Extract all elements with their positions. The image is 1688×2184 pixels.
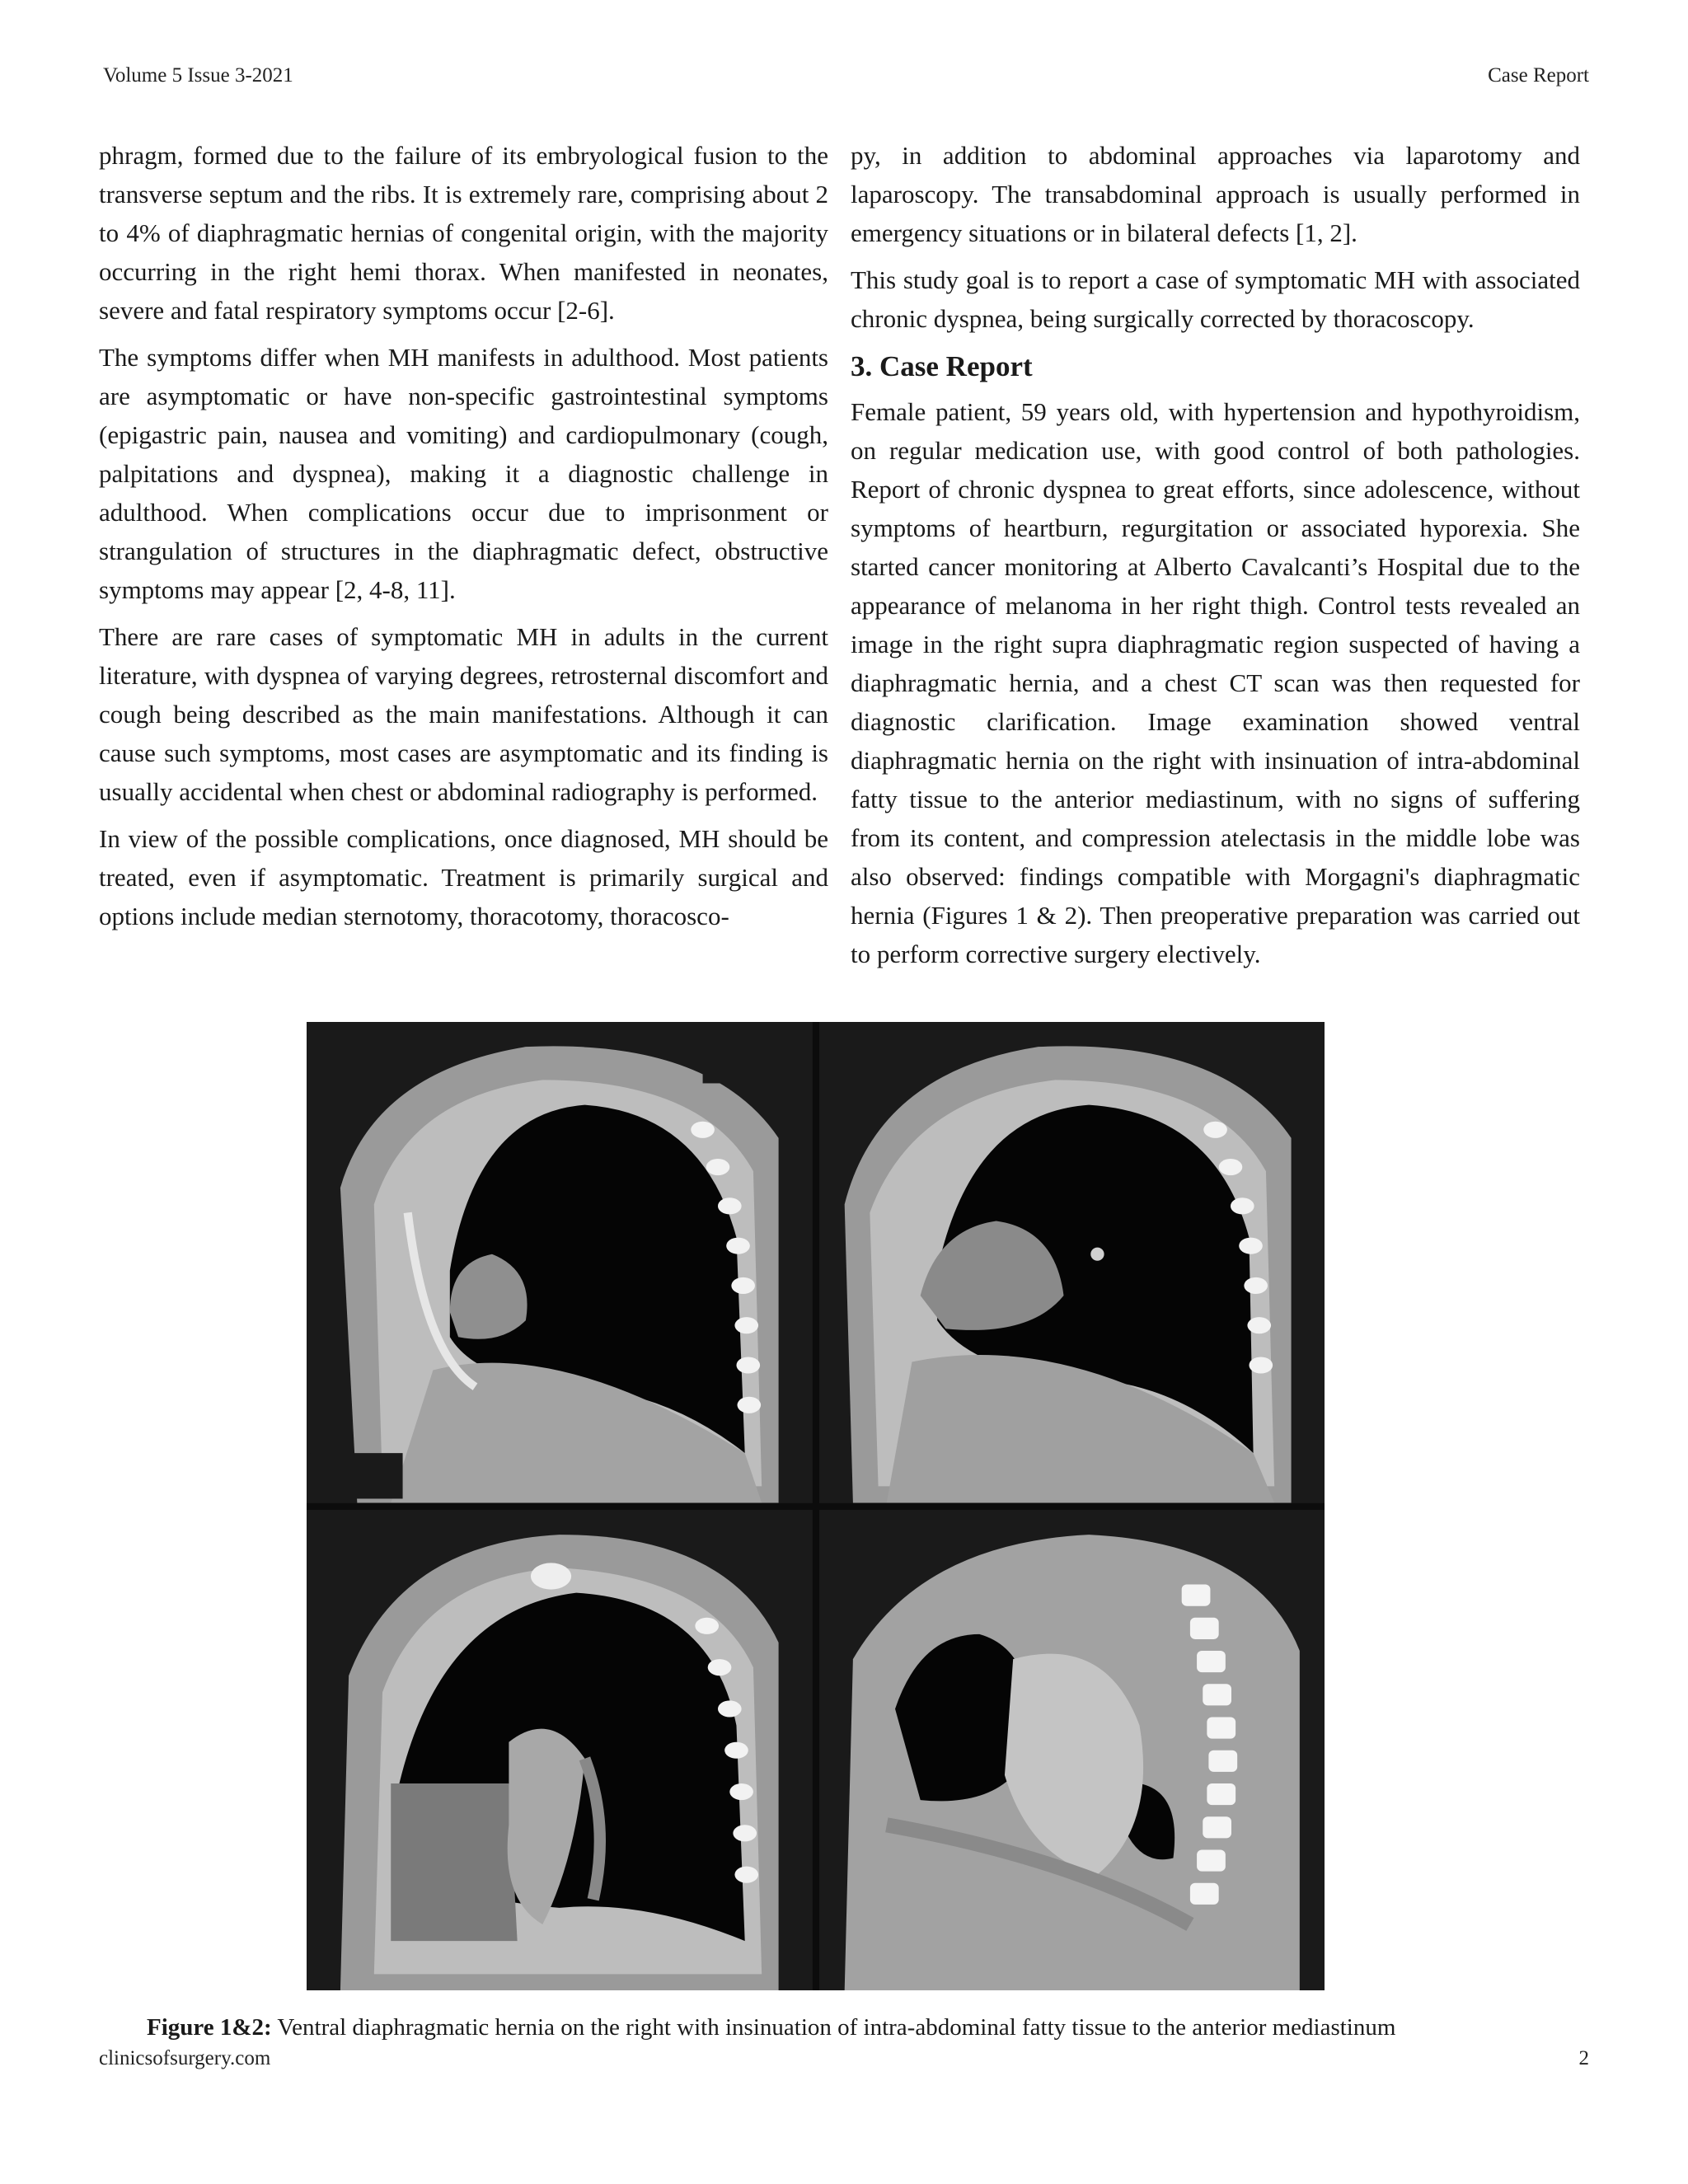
- ct-panel-top-left: [307, 1022, 813, 1503]
- journal-volume: Volume 5 Issue 3-2021: [103, 64, 293, 87]
- article-type: Case Report: [1488, 64, 1589, 87]
- ct-panel-bottom-right: [819, 1510, 1325, 1991]
- page-number: 2: [1578, 2047, 1589, 2069]
- running-footer: [99, 2047, 1589, 2070]
- paragraph: This study goal is to report a case of symptomatic MH with associated chronic dyspnea, being surgically corrected by thoracoscopy.: [851, 265, 1580, 333]
- ct-image: [819, 1510, 1325, 1991]
- ct-panel-top-right: [819, 1022, 1325, 1503]
- ct-scan-figure: [307, 1022, 1325, 1990]
- paragraph: The symptoms differ when MH manifests in adulthood. Most patients are asymptomatic or have non-specific gastrointestinal symptoms (epigastric pain, nausea and vomiting) and cardiopulmonary (cough, palpitations and dyspnea), making it a diagnostic challenge in adulthood. When complications occur due to imprisonment or strangulation of structures in the diaphragmatic defect, obstructive symptoms may appear [2, 4-8, 11].: [99, 343, 828, 604]
- paragraph: Female patient, 59 years old, with hypertension and hypothyroidism, on regular medication use, with good control of both pathologies. Report of chronic dyspnea to great efforts, since adolescence, without symptoms of heartburn, regurgitation or associated hyporexia. She started cancer monitoring at Alberto Cavalcanti’s Hospital due to the appearance of melanoma in her right thigh. Control tests revealed an image in the right supra diaphragmatic region suspected of having a diaphragmatic hernia, and a chest CT scan was then requested for diagnostic clarification. Image examination showed ventral diaphragmatic hernia on the right with insinuation of intra-abdominal fatty tissue to the anterior mediastinum, with no signs of suffering from its content, and compression atelectasis in the middle lobe was also observed: findings compatible with Morgagni's diaphragmatic hernia (Figures 1 & 2). Then preoperative preparation was carried out to perform corrective surgery electively.: [851, 397, 1580, 968]
- journal-website: clinicsofsurgery.com: [99, 2047, 271, 2069]
- paragraph: phragm, formed due to the failure of its embryological fusion to the transverse septum and the ribs. It is extremely rare, comprising about 2 to 4% of diaphragmatic hernias of congenital origin, with the majority occurring in the right hemi thorax. When manifested in neonates, severe and fatal respiratory symptoms occur [2-6].: [99, 141, 828, 325]
- ct-image: [307, 1022, 813, 1503]
- left-column: [99, 136, 828, 944]
- paragraph: py, in addition to abdominal approaches via laparotomy and laparoscopy. The transabdominal approach is usually performed in emergency situations or in bilateral defects [1, 2].: [851, 141, 1580, 247]
- running-header: [103, 64, 1589, 87]
- ct-panel-bottom-left: [307, 1510, 813, 1991]
- paragraph: In view of the possible complications, once diagnosed, MH should be treated, even if asymptomatic. Treatment is primarily surgical and options include median sternotomy, thoracotomy, thoracosco-: [99, 824, 828, 930]
- section-heading: 3. Case Report: [851, 350, 1033, 382]
- paragraph: There are rare cases of symptomatic MH in adults in the current literature, with dyspnea of varying degrees, retrosternal discomfort and cough being described as the main manifestations. Although it can cause such symptoms, most cases are asymptomatic and its finding is usually accidental when chest or abdominal radiography is performed.: [99, 622, 828, 806]
- caption-label: Figure 1&2:: [147, 2014, 272, 2041]
- figure-caption: [147, 2011, 1630, 2044]
- ct-image: [819, 1022, 1325, 1503]
- caption-text: Ventral diaphragmatic hernia on the right with insinuation of intra-abdominal fatty tissue to the anterior mediastinum: [271, 2014, 1396, 2041]
- right-column: [851, 136, 1580, 982]
- ct-image: [307, 1510, 813, 1991]
